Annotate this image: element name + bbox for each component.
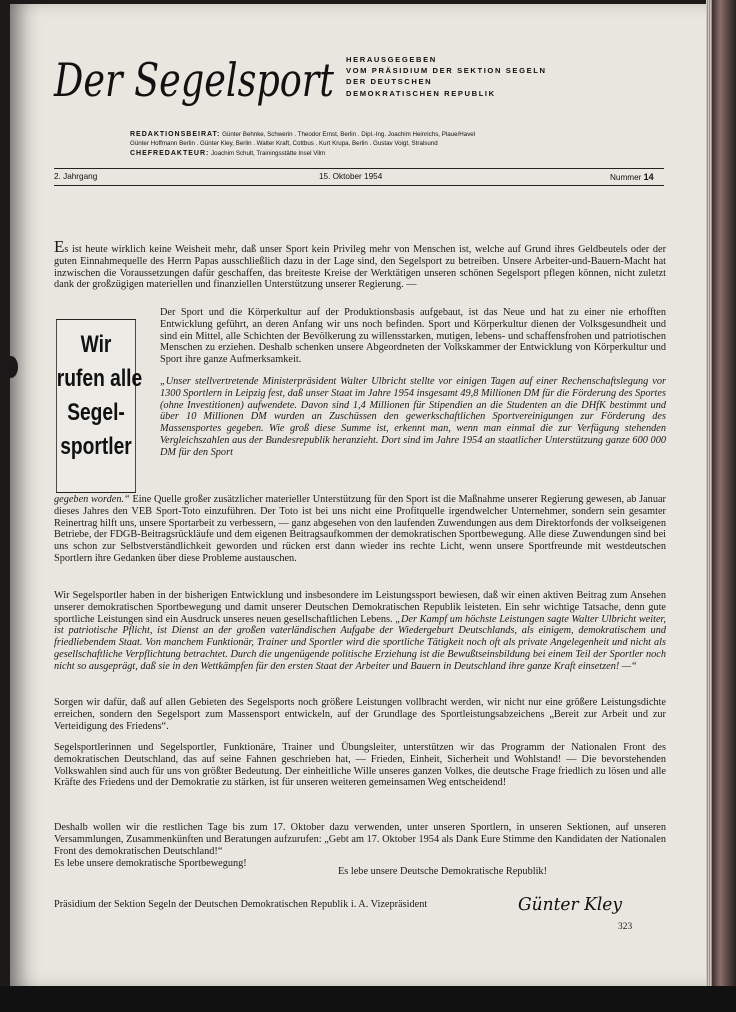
binding-hole <box>4 356 18 378</box>
signoff-line: Präsidium der Sektion Segeln der Deutschen Demokratischen Republik i. A. Vizepräsident <box>54 899 428 910</box>
call-heading-line: rufen alle <box>56 365 143 392</box>
closing-line: Es lebe unsere Deutsche Demokratische Republik! <box>338 866 548 877</box>
issue-date: 15. Oktober 1954 <box>319 172 383 181</box>
paragraph-1: Es ist heute wirklich keine Weisheit mehr, daß unser Sport kein Privileg mehr von Menschen ist, welche auf Grund ihres Geldbeutels oder der guten Einnahmequelle des Herrn Papas ausschließlich dazu in der Lage sind, den Segelsport zu betreiben. Unsere Arbeiter-und-Bauern-Macht hat inzwischen die Voraussetzungen dafür geschaffen, das breiteste Kreise der Werktätigen unseren schönen Segelsport pflegen können, nicht zuletzt dank der großzügigen materiellen und finanziellen Unterstützung unserer Regierung. — <box>54 237 666 291</box>
chief-editor-label: CHEFREDAKTEUR: <box>130 149 210 157</box>
board-members-2: Günter Hoffmann Berlin . Günter Kley, Berlin . Walter Kraft, Cottbus . Kurt Krupa, Berlin . Gustav Voigt, Stralsund <box>130 140 438 148</box>
publisher-block <box>346 54 586 99</box>
publisher-line: DEMOKRATISCHEN REPUBLIK <box>346 88 496 98</box>
book-spine <box>712 0 736 1012</box>
masthead-logo <box>50 48 340 118</box>
call-heading-line: Wir <box>80 331 112 358</box>
call-heading-line: Segel- <box>67 399 125 426</box>
header-rule-bottom <box>54 185 664 186</box>
publisher-line: HERAUSGEGEBEN <box>346 55 437 64</box>
volume: 2. Jahrgang <box>54 172 98 181</box>
drop-cap: E <box>54 237 65 256</box>
logo-text: Der Segelsport <box>53 53 335 107</box>
paragraph-6: Segelsportlerinnen und Segelsportler, Funktionäre, Trainer und Übungsleiter, unterstützen wir das Programm der Nationalen Front des demokratischen Deutschland, das auf seine Fahnen geschrieben hat, — Frieden, Einheit, Sicherheit und Wohlstand! — Die bevorstehenden Volkswahlen sind auch für uns von größter Bedeutung. Der einheitliche Wille unseres ganzen Volkes, die deutsche Frage friedlich zu lösen und alle Kräfte des Friedens und der Demokratie zu stärken, ist für unseren weiteren gemeinsamen Weg entscheidend! <box>54 742 666 789</box>
call-heading-box <box>56 319 143 493</box>
signature <box>516 890 626 918</box>
signature-text: Günter Kley <box>518 894 623 915</box>
editorial-board <box>130 130 690 158</box>
scan-border <box>0 986 736 1012</box>
paragraph-5: Sorgen wir dafür, daß auf allen Gebieten des Segelsports noch größere Leistungen vollbracht werden, wir nicht nur eine größere Leistungsdichte erreichen, sondern den Segelsport zum Massensport entwickeln, auf der Grundlage des Sportleistungsabzeichens „Bereit zur Arbeit und zur Verteidigung des Friedens“. <box>54 697 666 732</box>
chief-editor-name: Joachim Schult, Trainingsstätte Insel Vilm <box>211 149 326 157</box>
board-members-1: Günter Behnke, Schwerin . Theodor Ernst, Berlin . Dipl.-Ing. Joachim Heinrichs, Plaue/Havel <box>222 131 476 138</box>
publisher-line: DER DEUTSCHEN <box>346 77 433 87</box>
issue-info <box>54 172 664 184</box>
call-heading-line: sportler <box>60 433 132 460</box>
header-rule-top <box>54 168 664 169</box>
paragraph-2: Der Sport und die Körperkultur auf der Produktionsbasis aufgebaut, ist das Neue und hat zu einer nie erhofften Entwicklung geführt, an deren Anfang wir uns noch befinden. Sport und Körperkultur dienen der Volksgesundheit und sind ein Mittel, alle Schichten der Bevölkerung zu willensstarken, mutigen, lebens- und schaffensfrohen und patriotischen Menschen zu erziehen. Deshalb schenken unsere Abgeordneten der Volkskammer der Entwicklung von Körperkultur und Sport ihre ganze Aufmerksamkeit. <box>160 307 666 366</box>
quote-1: „Unser stellvertretende Ministerpräsident Walter Ulbricht stellte vor einigen Tagen auf einer Rechenschaftslegung vor 1300 Sportlern in Leipzig fest, daß unser Staat im Jahre 1954 insgesamt 49,8 Millionen DM für die Förderung des Sportes (ohne Investitionen) aufwendete. Davon sind 1,4 Millionen für Stipendien an die Studenten an die DHfK bestimmt und über 10 Millionen DM wurden an Zuschüssen den gewerkschaftlichen Sportvereinigungen zur Förderung des Massensportes gegeben. Wie groß diese Summe ist, erkennt man, wenn man einmal die zur Verfügung stehenden Vergleichszahlen aus der Bundesrepublik heranzieht. Dort sind im Jahre 1954 an staatlicher Unterstützung ganze 600 000 DM für den Sport <box>160 376 666 458</box>
paragraph-7-last: Es lebe unsere demokratische Sportbewegung! <box>54 858 247 869</box>
magazine-page <box>10 4 712 986</box>
paragraph-3: gegeben worden.“ Eine Quelle großer zusätzlicher materieller Unterstützung für den Sport ist die Maßnahme unserer Regierung gewesen, ab Januar dieses Jahres den VEB Sport-Toto einzuführen. Der Toto ist bei uns nicht eine Profitquelle irgendwelcher Unternehmer, sondern sein gesamter Reinertrag hilft uns, unsere Sportarbeit zu verbessern, — ganz abgesehen von den laufenden Zuwendungen aus dem Direktorfonds der volkseigenen Betriebe, der FDGB-Beitragsrückläufe und dem eigenen Beitragsaufkommen der demokratischen Sportbewegung. Alle diese Zuwendungen sind bei uns schon zur Selbstverständlichkeit geworden und rücken erst dann wieder ins rechte Licht, wenn unsere Sportfreunde mit westdeutschen Sportlern ihre Gedanken über diese Probleme austauschen. <box>54 494 666 564</box>
quote-1-end: gegeben worden.“ <box>54 494 130 505</box>
publisher-line: VOM PRÄSIDIUM DER SEKTION SEGELN <box>346 66 547 76</box>
paragraph-7: Deshalb wollen wir die restlichen Tage bis zum 17. Oktober dazu verwenden, unter unseren Sportlern, in unseren Sektionen, auf unseren Versammlungen, Zusammenkünften und Beratungen aufzurufen: „Gebt am 17. Oktober 1954 als Dank Eure Stimme den Kandidaten der Nationalen Front des demokratischen Deutschland!“ <box>54 822 666 857</box>
quote-2: „Der Kampf um höchste Leistungen sagte Walter Ulbricht weiter, ist patriotische Pflicht, ist Dienst an der großen vaterländischen Aufgabe der Wiedergeburt Deutschlands, als einigem, demokratischem und friedliebendem Staat. Von manchem Funktionär, Trainer und Sportler wird die sportliche Tätigkeit noch oft als private Angelegenheit und nicht als gesellschaftliche Verpflichtung betrachtet. Durch die ungenügende politische Erziehung ist die Bewußtseinsbildung bei einem Teil der Sportler noch nicht so ausgeprägt, daß sie in den Wettkämpfen für den ersten Staat der Arbeiter und Bauern in Deutschland ihre ganze Kraft einsetzen! —“ <box>54 613 666 672</box>
issue-label: Nummer <box>610 173 642 182</box>
board-label: REDAKTIONSBEIRAT: <box>130 131 221 138</box>
page-number: 323 <box>618 922 633 932</box>
issue-number: 14 <box>643 172 654 182</box>
paragraph-4: Wir Segelsportler haben in der bisherigen Entwicklung und insbesondere im Leistungssport bewiesen, daß wir einen aktiven Beitrag zum Ansehen unserer demokratischen Sportbewegung und damit unserer Deutschen Demokratischen Republik leisteten. Ein sehr wichtige Tatsache, denn gute sportliche Leistungen sind ein Ausdruck unseres neuen gesellschaftlichen Lebens. „Der Kampf um höchste Leistungen sagte Walter Ulbricht weiter, ist patriotische Pflicht, ist Dienst an der großen vaterländischen Aufgabe der Wiedergeburt Deutschlands, als einigem, demokratischem und friedliebendem Staat. Von manchem Funktionär, Trainer und Sportler wird die sportliche Tätigkeit noch oft als private Angelegenheit und nicht als gesellschaftliche Verpflichtung betrachtet. Durch die ungenügende politische Erziehung ist die Bewußtseinsbildung bei einem Teil der Sportler noch nicht so ausgeprägt, daß sie in den Wettkämpfen für den ersten Staat der Arbeiter und Bauern in Deutschland ihre ganze Kraft einsetzen! —“ <box>54 590 666 672</box>
